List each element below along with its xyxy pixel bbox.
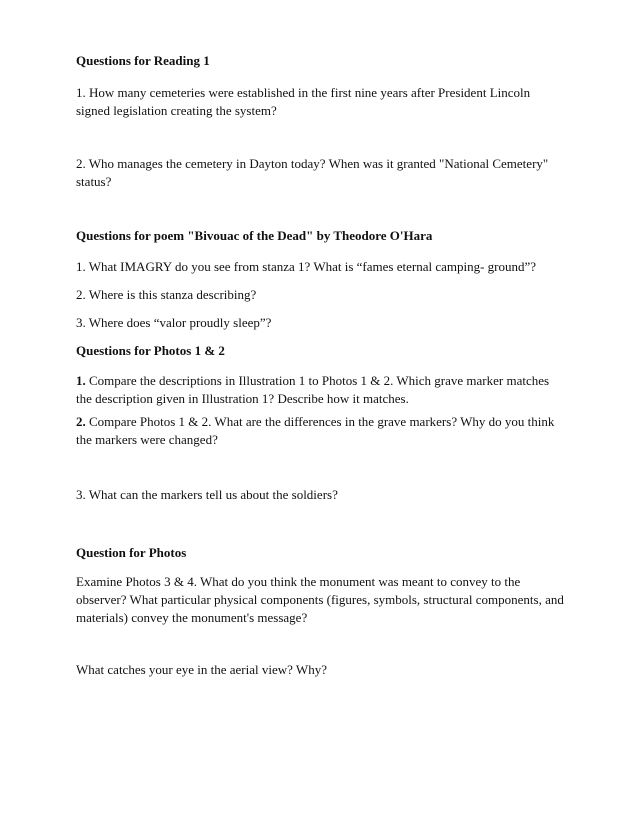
photos12-heading: Questions for Photos 1 & 2: [76, 343, 225, 358]
photos-question-2: What catches your eye in the aerial view? Why?: [76, 662, 327, 677]
poem-heading: Questions for poem "Bivouac of the Dead" by Theodore O'Hara: [76, 228, 433, 243]
photos-heading: Question for Photos: [76, 545, 187, 560]
poem-question-3: 3. Where does “valor proudly sleep”?: [76, 315, 272, 330]
reading1-heading: Questions for Reading 1: [76, 53, 210, 68]
photos12-question-2: [76, 413, 566, 449]
poem-question-2: 2. Where is this stanza describing?: [76, 287, 257, 302]
photos12-question-1: [76, 372, 566, 408]
photos12-question-2-number: 2.: [76, 414, 86, 429]
poem-question-1: 1. What IMAGRY do you see from stanza 1? What is “fames eternal camping- ground”?: [76, 259, 537, 274]
reading1-question-2: 2. Who manages the cemetery in Dayton today? When was it granted "National Cemetery" status?: [76, 156, 549, 189]
photos12-question-1-number: 1.: [76, 373, 86, 388]
reading1-question-1: 1. How many cemeteries were established in the first nine years after President Lincoln signed legislation creating the system?: [76, 85, 531, 118]
photos-question-1: Examine Photos 3 & 4. What do you think the monument was meant to convey to the observer? What particular physical components (figures, symbols, structural components, and materials) convey the monument's message?: [76, 574, 564, 625]
photos12-question-3: 3. What can the markers tell us about the soldiers?: [76, 487, 338, 502]
photos12-question-2-text: Compare Photos 1 & 2. What are the differences in the grave markers? Why do you think the markers were changed?: [76, 414, 555, 447]
photos12-question-1-text: Compare the descriptions in Illustration 1 to Photos 1 & 2. Which grave marker matches the description given in Illustration 1? Describe how it matches.: [76, 373, 550, 406]
